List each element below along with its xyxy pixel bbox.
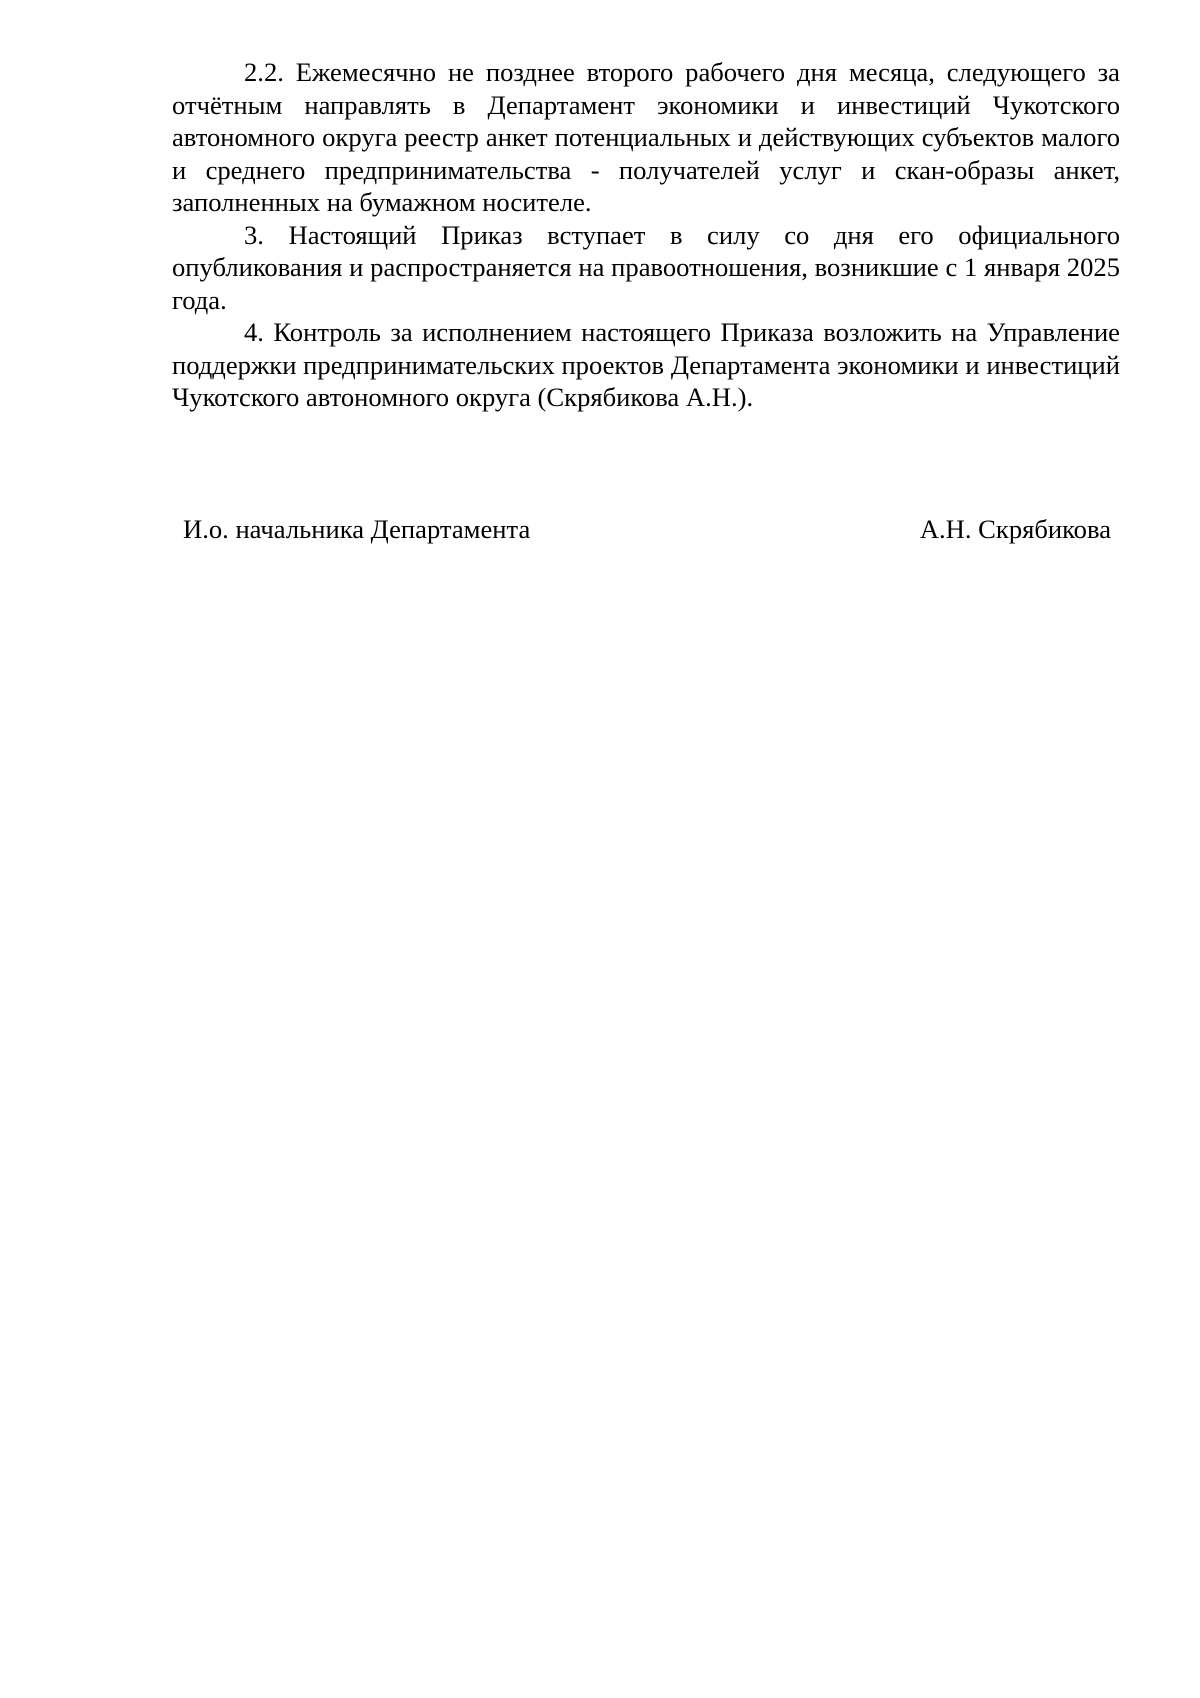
document-body — [172, 56, 1120, 414]
paragraph-2-2: 2.2. Ежемесячно не позднее второго рабочего дня месяца, следующего за отчётным направлять в Департамент экономики и инвестиций Чукотского автономного округа реестр анкет потенциальных и действующих субъектов малого и среднего предпринимательства - получателей услуг и скан-образы анкет, заполненных на бумажном носителе. — [172, 57, 1120, 217]
signatory-position: И.о. начальника Департамента — [183, 514, 531, 544]
paragraph-3: 3. Настоящий Приказ вступает в силу со дня его официального опубликования и распространяется на правоотношения, возникшие с 1 января 2025 года. — [172, 219, 1120, 315]
paragraph-4: 4. Контроль за исполнением настоящего Приказа возложить на Управление поддержки предпринимательских проектов Департамента экономики и инвестиций Чукотского автономного округа (Скрябикова А.Н.). — [172, 317, 1120, 412]
signatory-name: А.Н. Скрябикова — [919, 514, 1111, 544]
